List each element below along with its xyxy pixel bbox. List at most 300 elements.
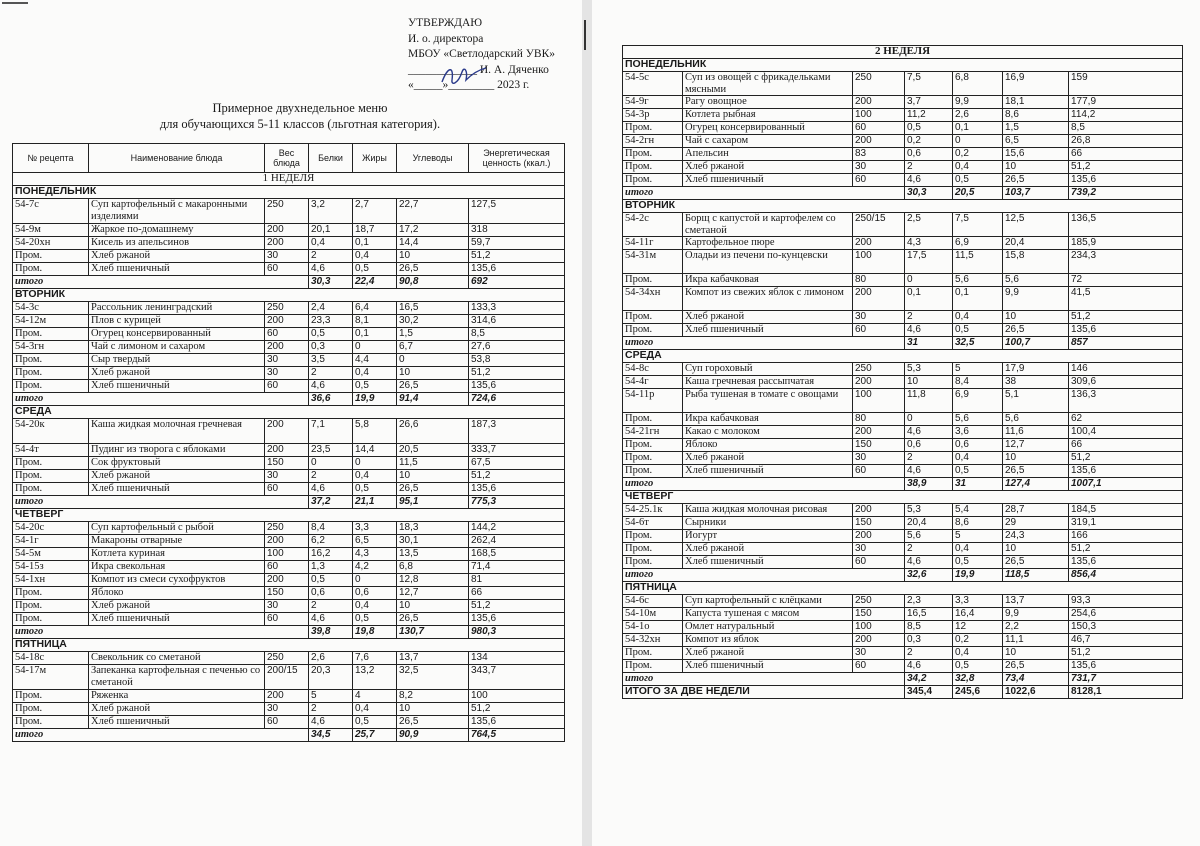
value-cell: 60	[853, 465, 905, 478]
table-row	[13, 703, 565, 716]
value-cell: 16,2	[309, 548, 353, 561]
value-cell: 319,1	[1069, 517, 1183, 530]
total-value: 30,3	[905, 187, 953, 200]
value-cell: 27,6	[469, 341, 565, 354]
dish-cell: Суп картофельный с рыбой	[89, 522, 265, 535]
value-cell: 60	[853, 324, 905, 337]
value-cell: 6,8	[397, 561, 469, 574]
recipe-cell: Пром.	[623, 161, 683, 174]
approve-date: «_____»________ 2023 г.	[408, 79, 530, 91]
recipe-cell: 54-11г	[623, 237, 683, 250]
value-cell: 3,3	[353, 522, 397, 535]
value-cell: 10	[1003, 311, 1069, 324]
dish-cell: Суп картофельный с клёцками	[683, 595, 853, 608]
total-value: 38,9	[905, 478, 953, 491]
value-cell: 26,5	[1003, 465, 1069, 478]
value-cell: 60	[265, 613, 309, 626]
value-cell: 14,4	[353, 444, 397, 457]
total-value: 19,9	[353, 393, 397, 406]
table-row	[623, 465, 1183, 478]
table-row	[623, 634, 1183, 647]
dish-cell: Хлеб ржаной	[89, 703, 265, 716]
recipe-cell: 54-20с	[13, 522, 89, 535]
value-cell: 51,2	[1069, 452, 1183, 465]
value-cell: 135,6	[1069, 324, 1183, 337]
value-cell: 32,5	[397, 665, 469, 690]
value-cell: 51,2	[1069, 161, 1183, 174]
value-cell: 100	[853, 250, 905, 274]
value-cell: 2	[309, 367, 353, 380]
value-cell: 200	[853, 135, 905, 148]
value-cell: 30	[853, 311, 905, 324]
value-cell: 18,1	[1003, 96, 1069, 109]
table-row	[623, 621, 1183, 634]
table-row	[623, 287, 1183, 311]
recipe-cell: 54-10м	[623, 608, 683, 621]
total-label: итого	[623, 337, 905, 350]
week-heading-row	[623, 46, 1183, 59]
value-cell: 17,9	[1003, 363, 1069, 376]
value-cell: 8,6	[953, 517, 1003, 530]
value-cell: 5,3	[905, 363, 953, 376]
total-value: 118,5	[1003, 569, 1069, 582]
table-row	[623, 556, 1183, 569]
dish-cell: Суп гороховый	[683, 363, 853, 376]
value-cell: 7,5	[905, 72, 953, 96]
dish-cell: Макароны отварные	[89, 535, 265, 548]
approve-signer-line	[408, 63, 578, 79]
value-cell: 144,2	[469, 522, 565, 535]
value-cell: 200	[265, 341, 309, 354]
day-heading-row	[13, 639, 565, 652]
total-value: 19,8	[353, 626, 397, 639]
value-cell: 6,5	[1003, 135, 1069, 148]
table-row	[623, 608, 1183, 621]
value-cell: 200	[853, 426, 905, 439]
value-cell: 60	[853, 174, 905, 187]
value-cell: 250	[265, 522, 309, 535]
value-cell: 0,5	[353, 380, 397, 393]
recipe-cell: 54-25.1к	[623, 504, 683, 517]
grand-total-label: ИТОГО ЗА ДВЕ НЕДЕЛИ	[623, 686, 905, 699]
dish-cell: Капуста тушеная с мясом	[683, 608, 853, 621]
recipe-cell: 54-9г	[623, 96, 683, 109]
value-cell: 16,5	[397, 302, 469, 315]
total-value: 34,2	[905, 673, 953, 686]
value-cell: 0,4	[953, 452, 1003, 465]
dish-cell: Хлеб пшеничный	[89, 380, 265, 393]
menu-table-week2	[622, 45, 1183, 699]
value-cell: 23,3	[309, 315, 353, 328]
recipe-cell: Пром.	[13, 470, 89, 483]
value-cell: 100	[853, 109, 905, 122]
value-cell: 0,5	[953, 324, 1003, 337]
total-label: итого	[13, 729, 309, 742]
value-cell: 17,2	[397, 224, 469, 237]
recipe-cell: Пром.	[13, 250, 89, 263]
value-cell: 18,7	[353, 224, 397, 237]
week-heading: 2 НЕДЕЛЯ	[623, 46, 1183, 59]
dish-cell: Хлеб пшеничный	[683, 556, 853, 569]
recipe-cell: 54-1г	[13, 535, 89, 548]
value-cell: 0,5	[353, 483, 397, 496]
recipe-cell: Пром.	[13, 328, 89, 341]
total-value: 100,7	[1003, 337, 1069, 350]
recipe-cell: Пром.	[13, 367, 89, 380]
value-cell: 133,3	[469, 302, 565, 315]
value-cell: 100	[469, 690, 565, 703]
dish-cell: Сырники	[683, 517, 853, 530]
recipe-cell: Пром.	[623, 530, 683, 543]
value-cell: 0,4	[353, 703, 397, 716]
value-cell: 4,6	[309, 263, 353, 276]
value-cell: 0	[353, 457, 397, 470]
title-line-1: Примерное двухнедельное меню	[212, 101, 388, 115]
value-cell: 4,3	[353, 548, 397, 561]
value-cell: 166	[1069, 530, 1183, 543]
value-cell: 30	[853, 452, 905, 465]
recipe-cell: Пром.	[623, 174, 683, 187]
value-cell: 5,6	[1003, 274, 1069, 287]
value-cell: 2,2	[1003, 621, 1069, 634]
value-cell: 30	[853, 647, 905, 660]
day-heading: ВТОРНИК	[13, 289, 565, 302]
dish-cell: Йогурт	[683, 530, 853, 543]
value-cell: 136,5	[1069, 213, 1183, 237]
value-cell: 2	[905, 311, 953, 324]
dish-cell: Компот из смеси сухофруктов	[89, 574, 265, 587]
value-cell: 0,4	[953, 647, 1003, 660]
recipe-cell: Пром.	[623, 413, 683, 426]
table-row	[13, 237, 565, 250]
value-cell: 41,5	[1069, 287, 1183, 311]
table-row	[623, 237, 1183, 250]
value-cell: 10	[397, 250, 469, 263]
table-row	[13, 600, 565, 613]
value-cell: 8,2	[397, 690, 469, 703]
value-cell: 11,6	[1003, 426, 1069, 439]
value-cell: 200/15	[265, 665, 309, 690]
value-cell: 200	[265, 574, 309, 587]
table-row	[623, 660, 1183, 673]
value-cell: 135,6	[1069, 174, 1183, 187]
recipe-cell: 54-12м	[13, 315, 89, 328]
approval-block	[408, 16, 578, 94]
recipe-cell: 54-34хн	[623, 287, 683, 311]
value-cell: 0,5	[953, 174, 1003, 187]
table-row	[13, 341, 565, 354]
recipe-cell: Пром.	[623, 660, 683, 673]
dish-cell: Яблоко	[683, 439, 853, 452]
week2-body	[623, 46, 1183, 699]
value-cell: 6,9	[953, 389, 1003, 413]
value-cell: 26,5	[1003, 324, 1069, 337]
value-cell: 60	[265, 561, 309, 574]
value-cell: 3,7	[905, 96, 953, 109]
table-row	[623, 109, 1183, 122]
value-cell: 5,1	[1003, 389, 1069, 413]
dish-cell: Ряженка	[89, 690, 265, 703]
value-cell: 60	[265, 328, 309, 341]
value-cell: 135,6	[469, 380, 565, 393]
value-cell: 185,9	[1069, 237, 1183, 250]
day-heading: ЧЕТВЕРГ	[623, 491, 1183, 504]
value-cell: 0,6	[905, 439, 953, 452]
value-cell: 150	[853, 517, 905, 530]
recipe-cell: 54-1хн	[13, 574, 89, 587]
table-row	[623, 376, 1183, 389]
value-cell: 135,6	[469, 716, 565, 729]
value-cell: 15,6	[1003, 148, 1069, 161]
total-value: 39,8	[309, 626, 353, 639]
dish-cell: Икра свекольная	[89, 561, 265, 574]
value-cell: 200	[265, 419, 309, 444]
total-value: 31	[905, 337, 953, 350]
value-cell: 0,6	[905, 148, 953, 161]
recipe-cell: 54-6т	[623, 517, 683, 530]
value-cell: 30,2	[397, 315, 469, 328]
day-heading-row	[13, 186, 565, 199]
value-cell: 30	[265, 354, 309, 367]
total-label: итого	[13, 276, 309, 289]
value-cell: 30,1	[397, 535, 469, 548]
table-row	[13, 302, 565, 315]
dish-cell: Хлеб ржаной	[683, 543, 853, 556]
value-cell: 0,5	[953, 465, 1003, 478]
total-row	[623, 478, 1183, 491]
total-value: 127,4	[1003, 478, 1069, 491]
table-row	[623, 135, 1183, 148]
value-cell: 4,2	[353, 561, 397, 574]
value-cell: 0,5	[953, 556, 1003, 569]
recipe-cell: Пром.	[13, 457, 89, 470]
total-value: 764,5	[469, 729, 565, 742]
value-cell: 7,1	[309, 419, 353, 444]
value-cell: 0	[397, 354, 469, 367]
title-line-2: для обучающихся 5-11 классов (льготная категория).	[159, 117, 441, 131]
total-row	[623, 337, 1183, 350]
value-cell: 5	[309, 690, 353, 703]
value-cell: 71,4	[469, 561, 565, 574]
value-cell: 30	[265, 600, 309, 613]
value-cell: 0,2	[953, 148, 1003, 161]
dish-cell: Сыр твердый	[89, 354, 265, 367]
value-cell: 26,5	[397, 483, 469, 496]
day-heading-row	[13, 406, 565, 419]
value-cell: 4,6	[905, 465, 953, 478]
total-value: 31	[953, 478, 1003, 491]
recipe-cell: 54-1о	[623, 621, 683, 634]
grand-total-value: 8128,1	[1069, 686, 1183, 699]
day-heading: ПЯТНИЦА	[623, 582, 1183, 595]
dish-cell: Оладьи из печени по-кунцевски	[683, 250, 853, 274]
recipe-cell: Пром.	[13, 587, 89, 600]
value-cell: 20,3	[309, 665, 353, 690]
dish-cell: Суп из овощей с фрикадельками мясными	[683, 72, 853, 96]
value-cell: 2	[905, 161, 953, 174]
value-cell: 0,4	[353, 367, 397, 380]
value-cell: 7,5	[953, 213, 1003, 237]
dish-cell: Пудинг из творога с яблоками	[89, 444, 265, 457]
day-heading: СРЕДА	[623, 350, 1183, 363]
table-row	[13, 665, 565, 690]
value-cell: 51,2	[469, 470, 565, 483]
table-row	[13, 690, 565, 703]
table-row	[13, 250, 565, 263]
dish-cell: Хлеб пшеничный	[683, 465, 853, 478]
value-cell: 51,2	[469, 600, 565, 613]
week-heading: 1 НЕДЕЛЯ	[13, 173, 565, 186]
recipe-cell: 54-3с	[13, 302, 89, 315]
recipe-cell: 54-2гн	[623, 135, 683, 148]
dish-cell: Хлеб пшеничный	[89, 716, 265, 729]
value-cell: 29	[1003, 517, 1069, 530]
value-cell: 250	[853, 363, 905, 376]
total-label: итого	[13, 496, 309, 509]
table-row	[13, 263, 565, 276]
value-cell: 0,4	[353, 470, 397, 483]
total-label: итого	[623, 569, 905, 582]
value-cell: 72	[1069, 274, 1183, 287]
binding-mark	[584, 20, 586, 50]
table-row	[623, 389, 1183, 413]
recipe-cell: Пром.	[623, 465, 683, 478]
table-row	[13, 716, 565, 729]
col-header: Энергетическая ценность (ккал.)	[469, 144, 565, 173]
value-cell: 4,6	[905, 660, 953, 673]
total-value: 980,3	[469, 626, 565, 639]
value-cell: 51,2	[1069, 543, 1183, 556]
dish-cell: Котлета куриная	[89, 548, 265, 561]
dish-cell: Хлеб пшеничный	[89, 483, 265, 496]
recipe-cell: 54-9м	[13, 224, 89, 237]
total-value: 91,4	[397, 393, 469, 406]
value-cell: 0,4	[353, 600, 397, 613]
table-row	[13, 522, 565, 535]
value-cell: 10	[905, 376, 953, 389]
recipe-cell: Пром.	[623, 452, 683, 465]
value-cell: 0,1	[953, 122, 1003, 135]
col-header: Углеводы	[397, 144, 469, 173]
value-cell: 159	[1069, 72, 1183, 96]
table-row	[13, 419, 565, 444]
total-value: 731,7	[1069, 673, 1183, 686]
dish-cell: Огурец консервированный	[89, 328, 265, 341]
recipe-cell: Пром.	[623, 148, 683, 161]
recipe-cell: 54-20хн	[13, 237, 89, 250]
value-cell: 4,6	[905, 174, 953, 187]
value-cell: 100	[265, 548, 309, 561]
total-row	[13, 626, 565, 639]
dish-cell: Компот из свежих яблок с лимоном	[683, 287, 853, 311]
value-cell: 135,6	[1069, 556, 1183, 569]
col-header: Белки	[309, 144, 353, 173]
dish-cell: Хлеб ржаной	[683, 161, 853, 174]
table-row	[623, 324, 1183, 337]
value-cell: 46,7	[1069, 634, 1183, 647]
recipe-cell: Пром.	[13, 690, 89, 703]
value-cell: 0,5	[309, 328, 353, 341]
total-value: 30,3	[309, 276, 353, 289]
recipe-cell: 54-2с	[623, 213, 683, 237]
dish-cell: Жаркое по-домашнему	[89, 224, 265, 237]
dish-cell: Борщ с капустой и картофелем со сметаной	[683, 213, 853, 237]
value-cell: 146	[1069, 363, 1183, 376]
total-value: 724,6	[469, 393, 565, 406]
value-cell: 250	[265, 199, 309, 224]
value-cell: 80	[853, 274, 905, 287]
value-cell: 30	[853, 543, 905, 556]
total-value: 34,5	[309, 729, 353, 742]
value-cell: 135,6	[469, 613, 565, 626]
value-cell: 8,5	[1069, 122, 1183, 135]
value-cell: 5	[953, 363, 1003, 376]
value-cell: 2,5	[905, 213, 953, 237]
table-row	[623, 452, 1183, 465]
value-cell: 26,5	[1003, 174, 1069, 187]
recipe-cell: Пром.	[13, 600, 89, 613]
value-cell: 3,5	[309, 354, 353, 367]
value-cell: 135,6	[1069, 660, 1183, 673]
value-cell: 59,7	[469, 237, 565, 250]
value-cell: 135,6	[469, 483, 565, 496]
value-cell: 200	[265, 237, 309, 250]
value-cell: 38	[1003, 376, 1069, 389]
total-row	[13, 496, 565, 509]
value-cell: 11,8	[905, 389, 953, 413]
recipe-cell: 54-15з	[13, 561, 89, 574]
table-row	[623, 530, 1183, 543]
value-cell: 187,3	[469, 419, 565, 444]
recipe-cell: Пром.	[13, 263, 89, 276]
dish-cell: Хлеб пшеничный	[89, 263, 265, 276]
page-corner-mark	[2, 2, 28, 8]
value-cell: 20,1	[309, 224, 353, 237]
value-cell: 8,4	[953, 376, 1003, 389]
value-cell: 135,6	[469, 263, 565, 276]
total-value: 775,3	[469, 496, 565, 509]
dish-cell: Котлета рыбная	[683, 109, 853, 122]
total-label: итого	[623, 673, 905, 686]
value-cell: 177,9	[1069, 96, 1183, 109]
value-cell: 200	[853, 237, 905, 250]
value-cell: 60	[265, 263, 309, 276]
total-value: 19,9	[953, 569, 1003, 582]
value-cell: 150	[265, 457, 309, 470]
total-row	[623, 673, 1183, 686]
value-cell: 60	[853, 556, 905, 569]
value-cell: 13,5	[397, 548, 469, 561]
dish-cell: Сок фруктовый	[89, 457, 265, 470]
value-cell: 4,6	[905, 426, 953, 439]
table-row	[623, 426, 1183, 439]
recipe-cell: Пром.	[623, 556, 683, 569]
day-heading: ЧЕТВЕРГ	[13, 509, 565, 522]
dish-cell: Свекольник со сметаной	[89, 652, 265, 665]
value-cell: 60	[853, 122, 905, 135]
recipe-cell: 54-3гн	[13, 341, 89, 354]
dish-cell: Хлеб ржаной	[89, 600, 265, 613]
table-row	[13, 367, 565, 380]
value-cell: 10	[1003, 161, 1069, 174]
value-cell: 4,6	[905, 324, 953, 337]
table-row	[13, 574, 565, 587]
value-cell: 250	[853, 595, 905, 608]
recipe-cell: Пром.	[623, 647, 683, 660]
total-row	[623, 187, 1183, 200]
value-cell: 26,8	[1069, 135, 1183, 148]
value-cell: 62	[1069, 413, 1183, 426]
